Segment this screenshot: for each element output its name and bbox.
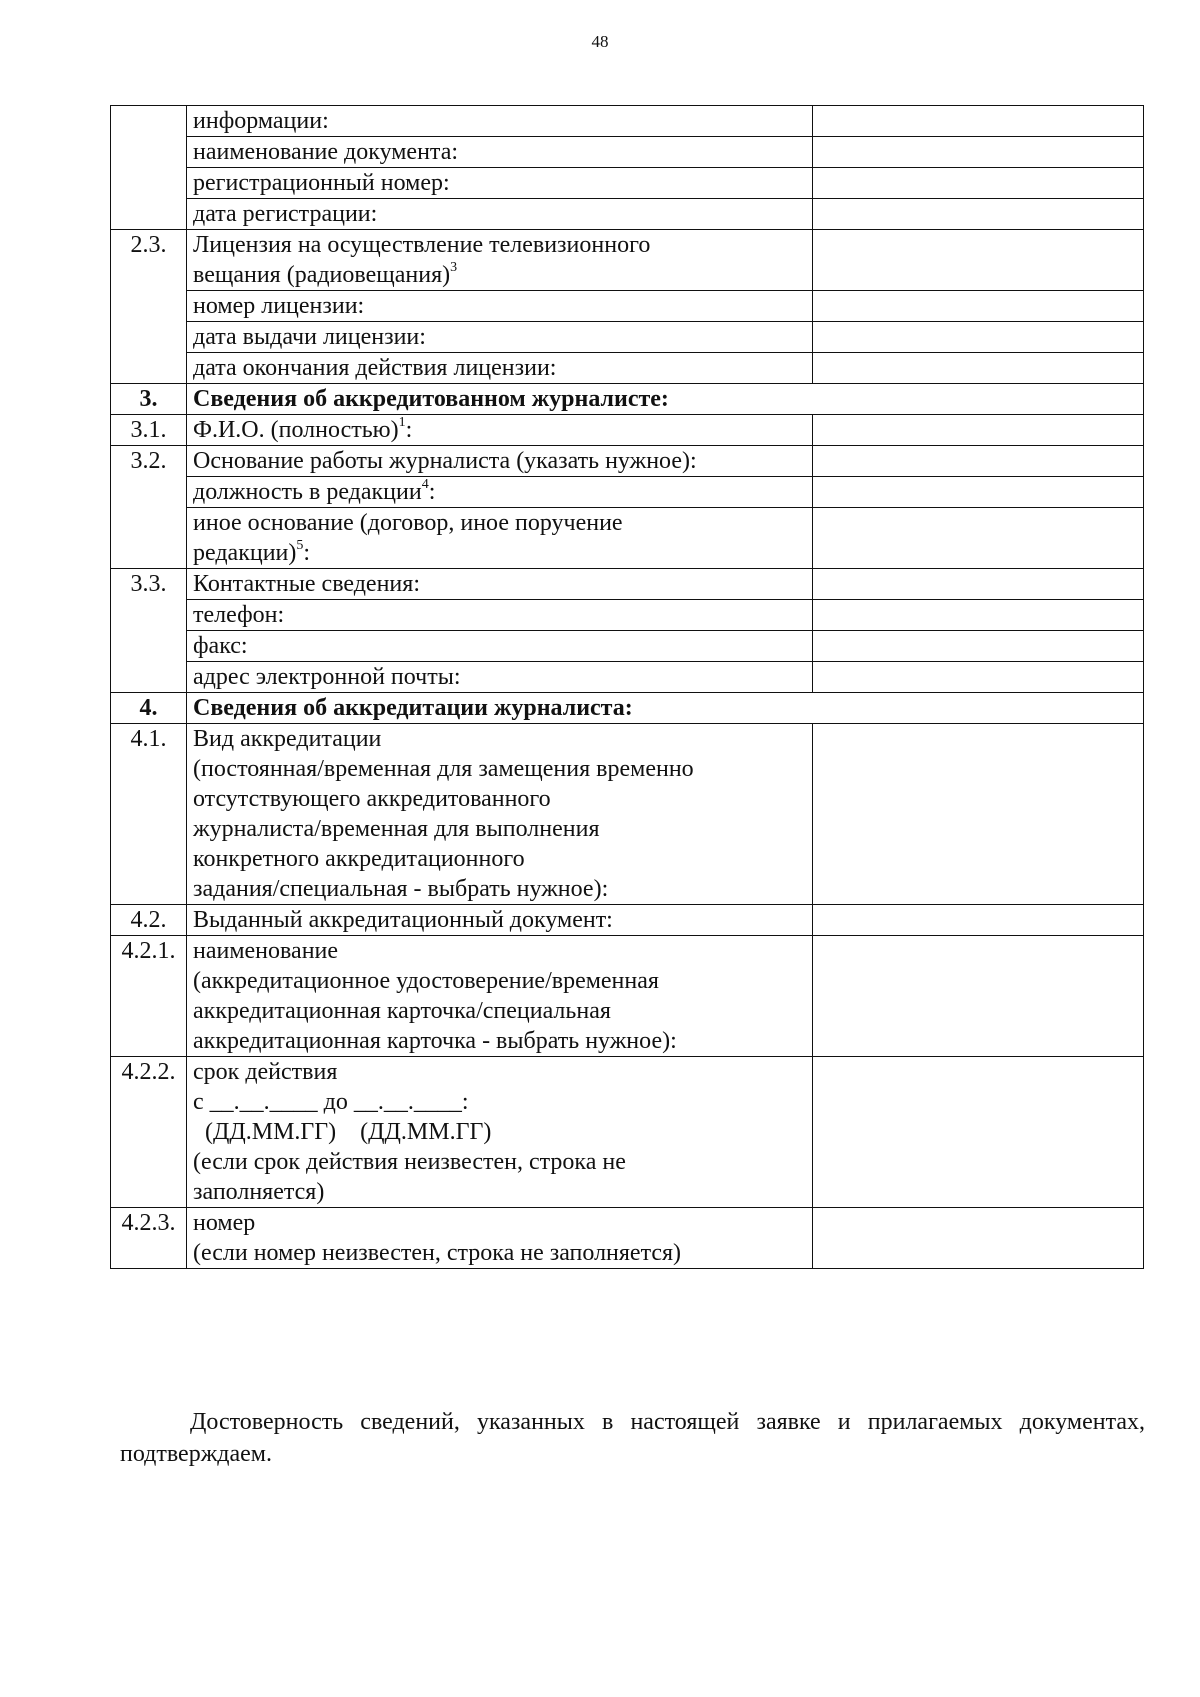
label-line: заполняется): [193, 1179, 325, 1205]
label-line: (постоянная/временная для замещения временно: [193, 756, 694, 782]
section-title: Сведения об аккредитованном журналисте:: [187, 384, 1144, 415]
section-header-row: [111, 693, 1144, 724]
section-title: Сведения об аккредитации журналиста:: [187, 693, 1144, 724]
label-colon: :: [303, 540, 311, 566]
value-cell[interactable]: [813, 905, 1144, 936]
footnote-mark: 4: [421, 477, 429, 492]
value-cell[interactable]: [813, 1057, 1144, 1208]
table-row: [111, 106, 1144, 137]
value-cell[interactable]: [813, 569, 1144, 600]
row-number: 2.3.: [111, 230, 187, 384]
table-row: [111, 415, 1144, 446]
row-number: 4.2.: [111, 905, 187, 936]
label-colon: :: [428, 479, 436, 505]
value-cell[interactable]: [813, 322, 1144, 353]
label-line: (ДД.ММ.ГГ) (ДД.ММ.ГГ): [193, 1119, 492, 1145]
table-row: [111, 1057, 1144, 1208]
table-row: [111, 1208, 1144, 1269]
row-label: телефон:: [187, 600, 813, 631]
table-row: [111, 353, 1144, 384]
row-label: дата регистрации:: [187, 199, 813, 230]
value-cell[interactable]: [813, 477, 1144, 508]
table-row: [111, 137, 1144, 168]
application-form-table: [110, 105, 1144, 1269]
table-row: [111, 508, 1144, 569]
label-line: с __.__.____ до __.__.____:: [193, 1089, 469, 1115]
row-number: 3.: [111, 384, 187, 415]
row-label: [187, 508, 813, 569]
value-cell[interactable]: [813, 199, 1144, 230]
table-row: [111, 199, 1144, 230]
value-cell[interactable]: [813, 446, 1144, 477]
row-label: информации:: [187, 106, 813, 137]
row-number: 4.: [111, 693, 187, 724]
value-cell[interactable]: [813, 137, 1144, 168]
value-cell[interactable]: [813, 353, 1144, 384]
table-row: [111, 569, 1144, 600]
row-label: Контактные сведения:: [187, 569, 813, 600]
value-cell[interactable]: [813, 724, 1144, 905]
row-label: наименование документа:: [187, 137, 813, 168]
footnote-mark: 1: [398, 415, 406, 430]
row-number: 4.1.: [111, 724, 187, 905]
row-number: 3.1.: [111, 415, 187, 446]
row-label: [187, 936, 813, 1057]
value-cell[interactable]: [813, 415, 1144, 446]
label-line: (если номер неизвестен, строка не заполняется): [193, 1240, 682, 1266]
section-header-row: [111, 384, 1144, 415]
label-line: конкретного аккредитационного: [193, 846, 525, 872]
value-cell[interactable]: [813, 936, 1144, 1057]
row-number: 3.2.: [111, 446, 187, 569]
row-label: [187, 724, 813, 905]
label-line: (если срок действия неизвестен, строка не: [193, 1149, 626, 1175]
value-cell[interactable]: [813, 631, 1144, 662]
row-number: 4.2.2.: [111, 1057, 187, 1208]
label-text: Ф.И.О. (полностью): [193, 417, 399, 443]
row-number: [111, 106, 187, 230]
label-text: должность в редакции: [193, 479, 422, 505]
table-row: [111, 446, 1144, 477]
row-label: дата выдачи лицензии:: [187, 322, 813, 353]
value-cell[interactable]: [813, 1208, 1144, 1269]
row-label: [187, 230, 813, 291]
label-line: отсутствующего аккредитованного: [193, 786, 551, 812]
table-row: [111, 936, 1144, 1057]
row-number: 3.3.: [111, 569, 187, 693]
row-label: дата окончания действия лицензии:: [187, 353, 813, 384]
page-number: 48: [591, 32, 609, 51]
label-line: аккредитационная карточка/специальная: [193, 998, 611, 1024]
label-line: иное основание (договор, иное поручение: [193, 510, 623, 536]
label-colon: :: [405, 417, 413, 443]
table-row: [111, 291, 1144, 322]
row-number: 4.2.3.: [111, 1208, 187, 1269]
label-line: [193, 260, 806, 290]
table-row: [111, 724, 1144, 905]
label-line: номер: [193, 1210, 256, 1236]
footnote-mark: 5: [296, 538, 304, 553]
closing-statement: Достоверность сведений, указанных в настоящей заявке и прилагаемых документах, подтверждаем.: [120, 1409, 1145, 1467]
row-label: [187, 1057, 813, 1208]
label-line: срок действия: [193, 1059, 338, 1085]
label-text: вещания (радиовещания): [193, 262, 451, 288]
label-line: аккредитационная карточка - выбрать нужное):: [193, 1028, 677, 1054]
value-cell[interactable]: [813, 662, 1144, 693]
label-line: журналиста/временная для выполнения: [193, 816, 600, 842]
row-label: номер лицензии:: [187, 291, 813, 322]
table-row: [111, 322, 1144, 353]
value-cell[interactable]: [813, 291, 1144, 322]
row-label: [187, 415, 813, 446]
table-row: [111, 168, 1144, 199]
row-label: [187, 1208, 813, 1269]
label-line: (аккредитационное удостоверение/временная: [193, 968, 659, 994]
table-row: [111, 477, 1144, 508]
label-text: редакции): [193, 540, 297, 566]
value-cell[interactable]: [813, 168, 1144, 199]
row-label: регистрационный номер:: [187, 168, 813, 199]
row-label: факс:: [187, 631, 813, 662]
value-cell[interactable]: [813, 508, 1144, 569]
label-line: задания/специальная - выбрать нужное):: [193, 876, 609, 902]
row-label: Выданный аккредитационный документ:: [187, 905, 813, 936]
table-row: [111, 600, 1144, 631]
table-row: [111, 662, 1144, 693]
table-row: [111, 230, 1144, 291]
label-line: [193, 538, 806, 568]
value-cell[interactable]: [813, 230, 1144, 291]
value-cell[interactable]: [813, 106, 1144, 137]
value-cell[interactable]: [813, 600, 1144, 631]
table-row: [111, 631, 1144, 662]
row-label: [187, 477, 813, 508]
footnote-mark: 3: [450, 260, 458, 275]
row-label: Основание работы журналиста (указать нужное):: [187, 446, 813, 477]
label-line: Вид аккредитации: [193, 726, 382, 752]
label-line: наименование: [193, 938, 339, 964]
label-line: Лицензия на осуществление телевизионного: [193, 232, 651, 258]
table-row: [111, 905, 1144, 936]
row-label: адрес электронной почты:: [187, 662, 813, 693]
row-number: 4.2.1.: [111, 936, 187, 1057]
